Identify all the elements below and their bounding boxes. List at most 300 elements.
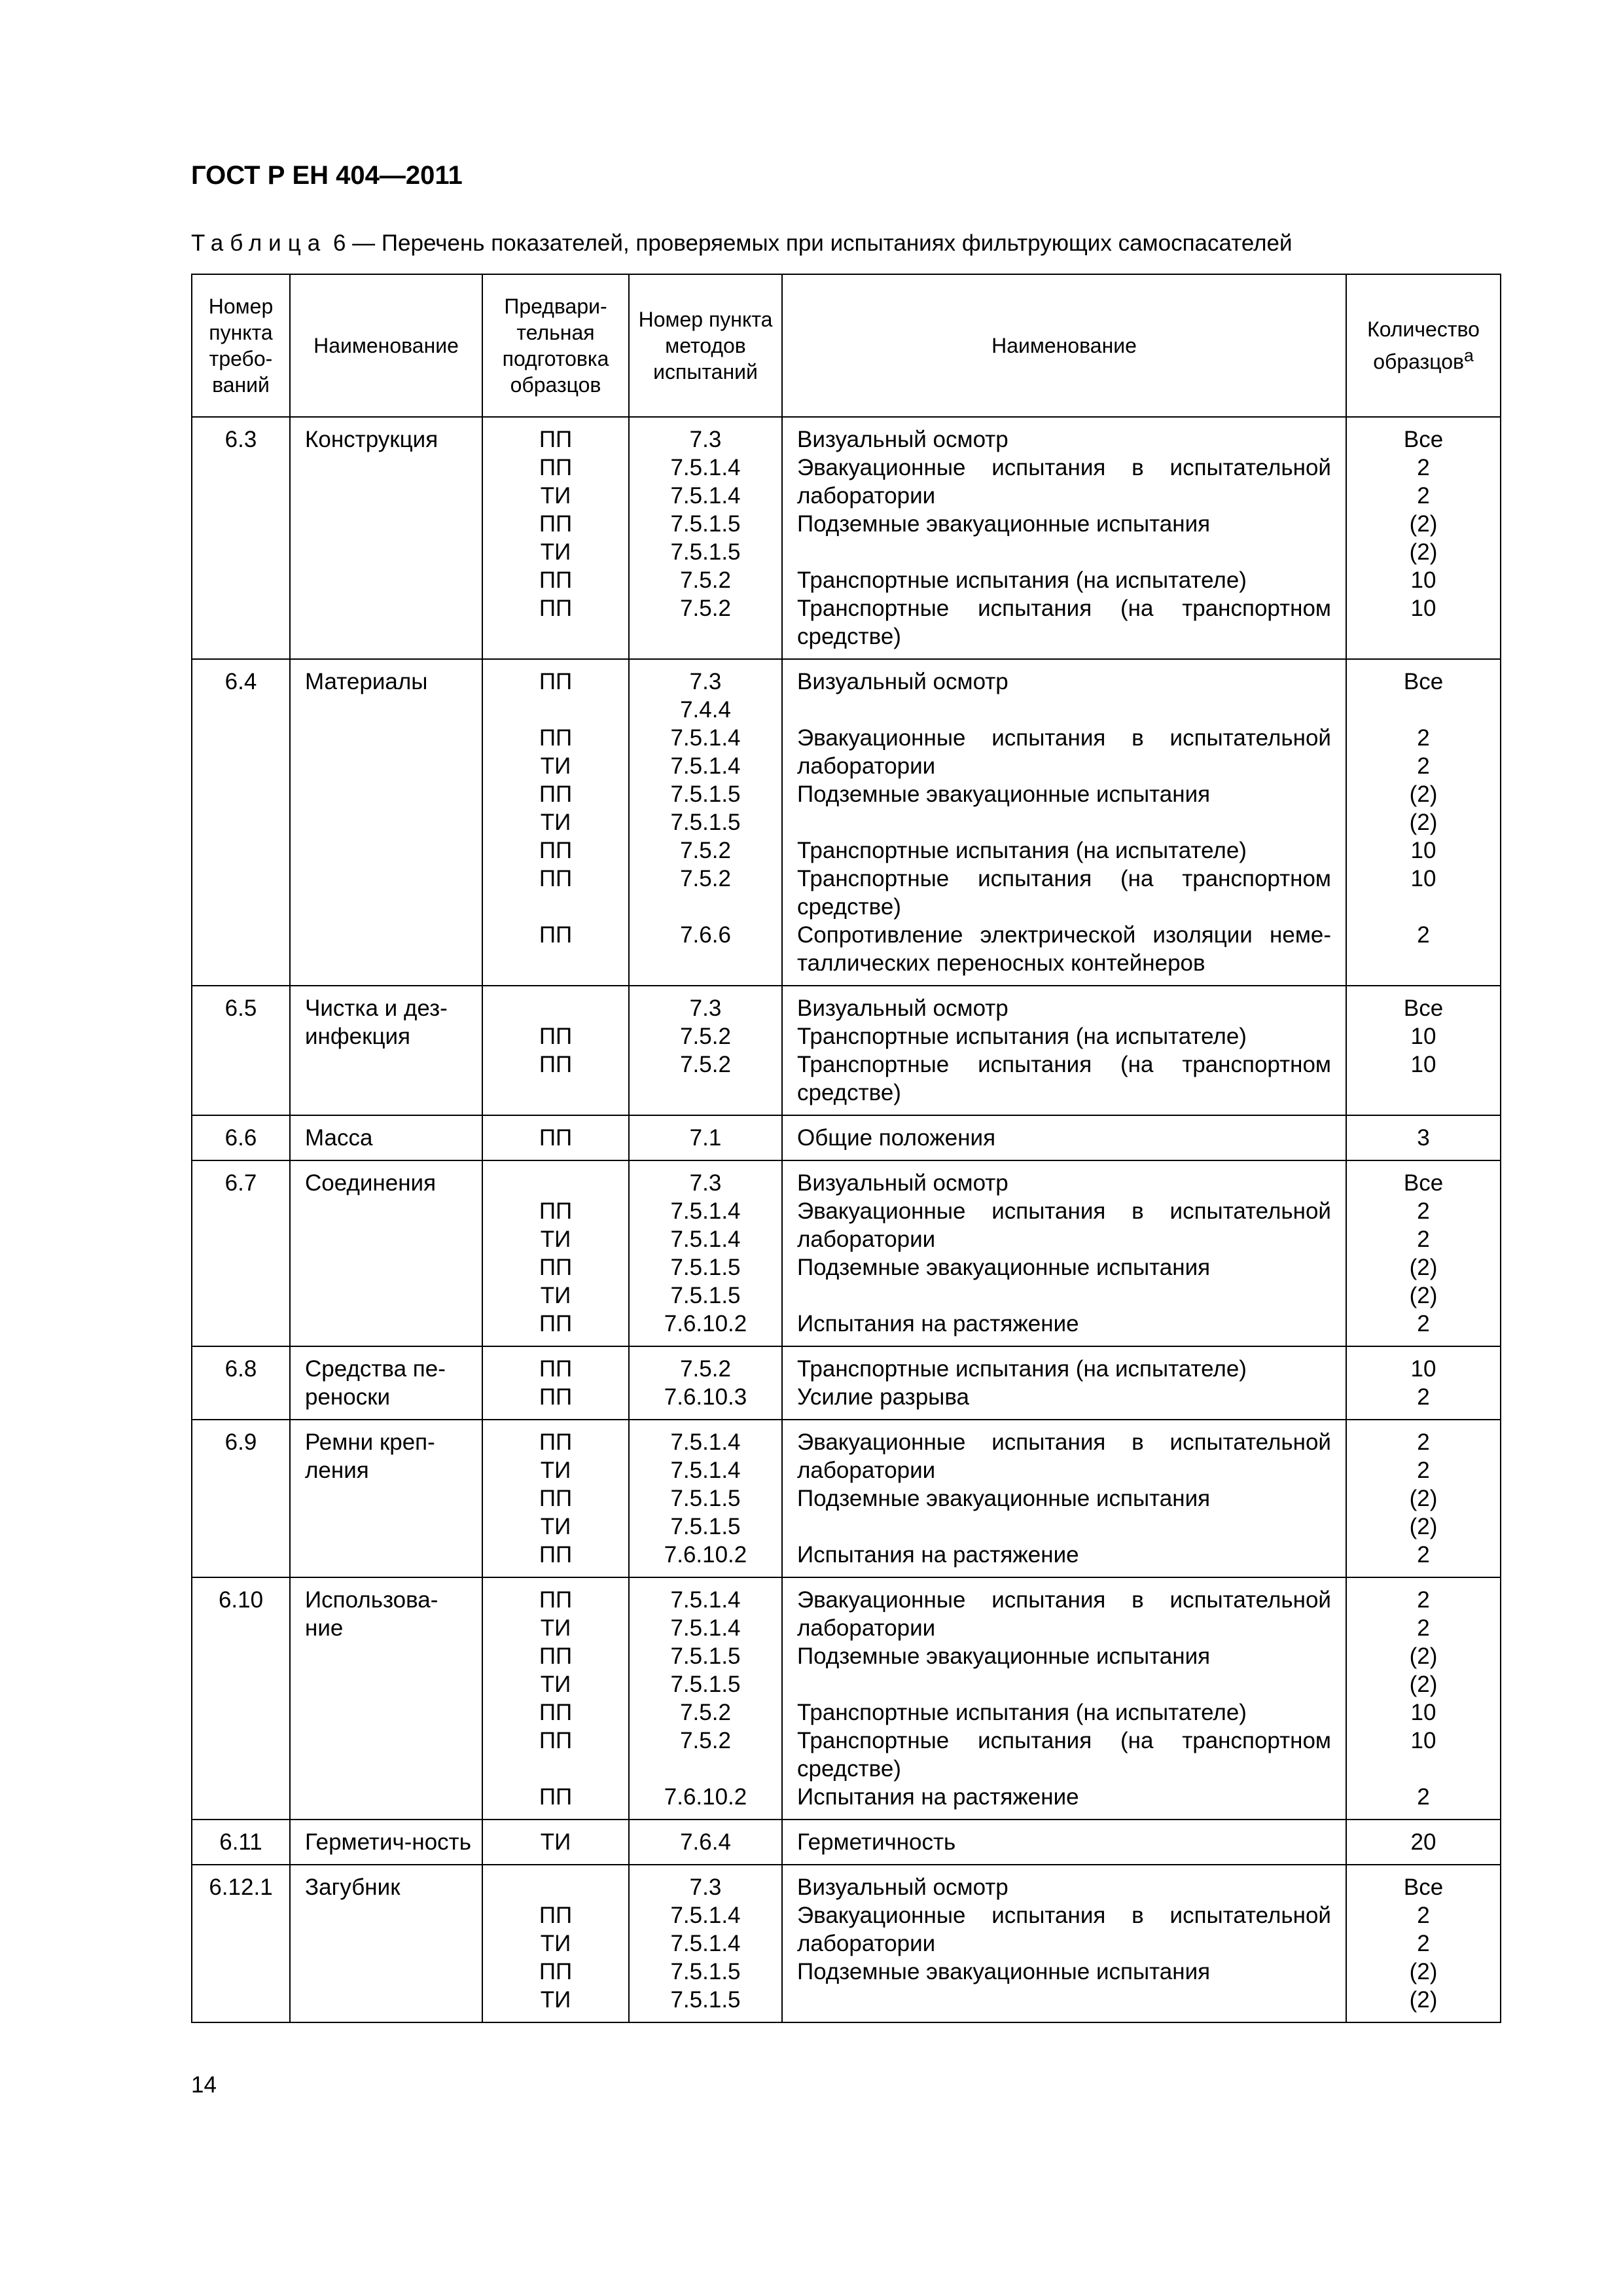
- sample-count: [1352, 696, 1495, 724]
- test-name: лаборатории: [797, 483, 936, 509]
- method-number: 7.5.1.4: [670, 725, 741, 751]
- test-name: средстве): [797, 624, 901, 649]
- method-number: 7.5.1.5: [670, 539, 741, 565]
- sample-count: 2: [1417, 1384, 1430, 1410]
- prep-cell: [482, 1577, 629, 1820]
- table-row: [192, 1160, 1501, 1346]
- method-number: 7.5.1.4: [670, 753, 741, 779]
- test-name: Визуальный осмотр: [797, 427, 1008, 452]
- method-number: 7.5.2: [680, 567, 731, 593]
- method-number: 7.3: [689, 996, 722, 1021]
- test-name-cell: [782, 1346, 1346, 1420]
- test-name-cell: [782, 1865, 1346, 2022]
- req-number-cell: [192, 659, 290, 986]
- req-name: Герметич-ность: [305, 1829, 471, 1855]
- col-header-req-no: Номер пункта требо-ваний: [192, 274, 290, 417]
- test-name: Подземные эвакуационные испытания: [797, 781, 1211, 807]
- method-number: 7.5.2: [680, 1024, 731, 1049]
- prep-value: ПП: [539, 1784, 573, 1810]
- prep-cell: [482, 1160, 629, 1346]
- prep-value: ПП: [539, 511, 573, 537]
- test-name: [797, 1670, 1331, 1698]
- test-name-cell: [782, 659, 1346, 986]
- sample-count: 2: [1417, 1429, 1430, 1455]
- sample-count: 2: [1417, 922, 1430, 948]
- prep-value: ПП: [539, 669, 573, 694]
- req-number-cell: [192, 986, 290, 1115]
- prep-value: [488, 1755, 623, 1783]
- sample-count: 2: [1417, 1311, 1430, 1336]
- prep-value: ТИ: [540, 539, 571, 565]
- qty-cell: [1346, 659, 1501, 986]
- method-number: 7.5.1.4: [670, 1931, 741, 1956]
- col-header-qty-text: Количество образцов: [1367, 317, 1480, 374]
- prep-value: ПП: [539, 838, 573, 863]
- sample-count: 2: [1417, 1198, 1430, 1224]
- method-number: 7.5.1.4: [670, 1227, 741, 1252]
- prep-value: ПП: [539, 1356, 573, 1382]
- test-name: лаборатории: [797, 1227, 936, 1252]
- prep-value: ПП: [539, 567, 573, 593]
- sample-count: Все: [1403, 1874, 1444, 1900]
- sample-count: (2): [1409, 1672, 1438, 1697]
- document-header: ГОСТ Р ЕН 404—2011: [191, 161, 463, 190]
- method-number: 7.3: [689, 427, 722, 452]
- req-number: 6.9: [224, 1429, 257, 1455]
- req-name: Загубник: [305, 1874, 401, 1900]
- prep-cell: [482, 1865, 629, 2022]
- table-body: [192, 417, 1501, 2022]
- qty-cell: [1346, 1865, 1501, 2022]
- test-name: Визуальный осмотр: [797, 1170, 1008, 1196]
- method-number: 7.1: [689, 1125, 722, 1151]
- prep-value: [488, 622, 623, 651]
- req-name-cell: [290, 1420, 482, 1577]
- test-name: Эвакуационные испытания в испытательной: [797, 455, 1331, 480]
- test-name: Транспортные испытания (на испытателе): [797, 1356, 1247, 1382]
- sample-count: [1352, 893, 1495, 921]
- method-number: 7.5.2: [680, 838, 731, 863]
- prep-value: ПП: [539, 1700, 573, 1725]
- prep-value: ТИ: [540, 810, 571, 835]
- method-number: 7.5.1.5: [670, 810, 741, 835]
- table-caption: [191, 230, 1293, 257]
- method-number: [635, 1755, 776, 1783]
- req-number-cell: [192, 1115, 290, 1160]
- req-name: Конструкция: [305, 427, 438, 452]
- prep-value: ПП: [539, 1125, 573, 1151]
- test-name: Транспортные испытания (на испытателе): [797, 1700, 1247, 1725]
- sample-count: 2: [1417, 1615, 1430, 1641]
- req-name-cell: [290, 1865, 482, 2022]
- sample-count: (2): [1409, 1486, 1438, 1511]
- test-name: Подземные эвакуационные испытания: [797, 1255, 1211, 1280]
- prep-cell: [482, 1115, 629, 1160]
- prep-value: ПП: [539, 1587, 573, 1613]
- method-number: 7.5.1.4: [670, 1615, 741, 1641]
- method-cell: [629, 986, 782, 1115]
- req-name-cell: [290, 1115, 482, 1160]
- req-name: Ремни креп-ления: [305, 1429, 435, 1483]
- req-number-cell: [192, 1160, 290, 1346]
- prep-value: ТИ: [540, 1458, 571, 1483]
- test-name: Транспортные испытания (на испытателе): [797, 1024, 1247, 1049]
- qty-cell: [1346, 1820, 1501, 1865]
- test-name: Эвакуационные испытания в испытательной: [797, 1198, 1331, 1224]
- req-name: Использова-ние: [305, 1587, 438, 1641]
- prep-cell: [482, 1420, 629, 1577]
- method-number: 7.5.1.5: [670, 1514, 741, 1539]
- test-name: Визуальный осмотр: [797, 996, 1008, 1021]
- prep-cell: [482, 659, 629, 986]
- qty-cell: [1346, 417, 1501, 659]
- sample-count: 10: [1410, 838, 1436, 863]
- prep-value: ПП: [539, 1643, 573, 1669]
- method-number: 7.5.1.5: [670, 511, 741, 537]
- test-name: Эвакуационные испытания в испытательной: [797, 1903, 1331, 1928]
- test-name: [797, 1986, 1331, 2014]
- sample-count: (2): [1409, 1987, 1438, 2013]
- method-number: [635, 622, 776, 651]
- col-header-prep: Предвари-тельная подготовка образцов: [482, 274, 629, 417]
- req-number-cell: [192, 1865, 290, 2022]
- table-row: [192, 986, 1501, 1115]
- req-number-cell: [192, 1820, 290, 1865]
- req-name-cell: [290, 659, 482, 986]
- req-number-cell: [192, 1420, 290, 1577]
- prep-value: ПП: [539, 1542, 573, 1568]
- table-caption-lead: Таблица: [191, 230, 327, 256]
- sample-count: (2): [1409, 1959, 1438, 1984]
- req-name: Материалы: [305, 669, 428, 694]
- col-header-qty: [1346, 274, 1501, 417]
- method-number: 7.5.2: [680, 596, 731, 621]
- prep-value: ТИ: [540, 1283, 571, 1308]
- test-name: Транспортные испытания (на транспортном: [797, 1728, 1331, 1753]
- prep-value: ПП: [539, 725, 573, 751]
- test-name: [797, 1282, 1331, 1310]
- sample-count: 10: [1410, 567, 1436, 593]
- sample-count: (2): [1409, 511, 1438, 537]
- test-name: лаборатории: [797, 1615, 936, 1641]
- method-number: 7.3: [689, 1170, 722, 1196]
- prep-value: ТИ: [540, 1672, 571, 1697]
- sample-count: (2): [1409, 539, 1438, 565]
- prep-value: ПП: [539, 1728, 573, 1753]
- test-name: [797, 696, 1331, 724]
- method-cell: [629, 1346, 782, 1420]
- qty-cell: [1346, 986, 1501, 1115]
- method-number: 7.5.1.5: [670, 1987, 741, 2013]
- sample-count: Все: [1403, 669, 1444, 694]
- test-name: [797, 1513, 1331, 1541]
- req-name-cell: [290, 1577, 482, 1820]
- sample-count: (2): [1409, 781, 1438, 807]
- sample-count: 2: [1417, 1542, 1430, 1568]
- sample-count: 2: [1417, 455, 1430, 480]
- test-name: Подземные эвакуационные испытания: [797, 511, 1211, 537]
- method-number: 7.5.2: [680, 1700, 731, 1725]
- test-name: Общие положения: [797, 1125, 996, 1151]
- sample-count: 2: [1417, 483, 1430, 509]
- method-number: 7.5.2: [680, 866, 731, 891]
- test-name: Транспортные испытания (на транспортном: [797, 866, 1331, 891]
- prep-value: ТИ: [540, 1227, 571, 1252]
- method-number: 7.5.2: [680, 1728, 731, 1753]
- method-number: 7.6.6: [680, 922, 731, 948]
- qty-cell: [1346, 1160, 1501, 1346]
- prep-value: [488, 1873, 623, 1901]
- req-name: Средства пе-реноски: [305, 1356, 446, 1410]
- req-number: 6.12.1: [209, 1874, 273, 1900]
- sample-count: 10: [1410, 1052, 1436, 1077]
- prep-value: ТИ: [540, 483, 571, 509]
- method-cell: [629, 1820, 782, 1865]
- test-name: таллических переносных контейнеров: [797, 950, 1205, 976]
- req-number: 6.7: [224, 1170, 257, 1196]
- test-name: Эвакуационные испытания в испытательной: [797, 725, 1331, 751]
- sample-count: 2: [1417, 1903, 1430, 1928]
- table-row: [192, 1115, 1501, 1160]
- prep-value: ПП: [539, 596, 573, 621]
- test-name: [797, 808, 1331, 836]
- method-number: 7.6.10.2: [664, 1784, 747, 1810]
- req-number: 6.8: [224, 1356, 257, 1382]
- sample-count: 3: [1417, 1125, 1430, 1151]
- method-number: [635, 949, 776, 977]
- method-number: 7.3: [689, 1874, 722, 1900]
- test-name: Усилие разрыва: [797, 1384, 969, 1410]
- test-name-cell: [782, 986, 1346, 1115]
- req-name-cell: [290, 1820, 482, 1865]
- test-name: Транспортные испытания (на испытателе): [797, 838, 1247, 863]
- test-name: Транспортные испытания (на транспортном: [797, 1052, 1331, 1077]
- method-number: 7.5.2: [680, 1052, 731, 1077]
- method-number: 7.6.10.2: [664, 1311, 747, 1336]
- prep-cell: [482, 1820, 629, 1865]
- method-number: 7.5.1.5: [670, 781, 741, 807]
- prep-value: ТИ: [540, 1514, 571, 1539]
- test-name: Визуальный осмотр: [797, 1874, 1008, 1900]
- test-name: Эвакуационные испытания в испытательной: [797, 1429, 1331, 1455]
- test-name: Герметичность: [797, 1829, 956, 1855]
- prep-value: ПП: [539, 922, 573, 948]
- prep-value: ТИ: [540, 1987, 571, 2013]
- method-number: 7.4.4: [680, 697, 731, 723]
- method-number: 7.5.1.5: [670, 1255, 741, 1280]
- method-number: 7.5.1.4: [670, 1903, 741, 1928]
- test-name: Эвакуационные испытания в испытательной: [797, 1587, 1331, 1613]
- sample-count: Все: [1403, 996, 1444, 1021]
- method-number: 7.5.1.4: [670, 455, 741, 480]
- req-number: 6.4: [224, 669, 257, 694]
- sample-count: 2: [1417, 1587, 1430, 1613]
- test-name: Транспортные испытания (на испытателе): [797, 567, 1247, 593]
- test-name-cell: [782, 1577, 1346, 1820]
- prep-value: ПП: [539, 1486, 573, 1511]
- prep-value: ТИ: [540, 1931, 571, 1956]
- test-name: лаборатории: [797, 753, 936, 779]
- method-number: 7.5.1.4: [670, 1198, 741, 1224]
- method-cell: [629, 659, 782, 986]
- method-number: 7.6.10.3: [664, 1384, 747, 1410]
- sample-count: 2: [1417, 1931, 1430, 1956]
- method-number: 7.5.1.4: [670, 1429, 741, 1455]
- table-row: [192, 1346, 1501, 1420]
- req-number: 6.6: [224, 1125, 257, 1151]
- test-name: Подземные эвакуационные испытания: [797, 1643, 1211, 1669]
- sample-count: 2: [1417, 753, 1430, 779]
- prep-value: ПП: [539, 1429, 573, 1455]
- test-name: средстве): [797, 894, 901, 920]
- prep-value: ПП: [539, 1903, 573, 1928]
- test-name: средстве): [797, 1756, 901, 1782]
- sample-count: 10: [1410, 1700, 1436, 1725]
- prep-value: ПП: [539, 455, 573, 480]
- method-number: 7.3: [689, 669, 722, 694]
- prep-value: ПП: [539, 1311, 573, 1336]
- req-name-cell: [290, 1160, 482, 1346]
- req-name: Масса: [305, 1125, 373, 1151]
- method-cell: [629, 1865, 782, 2022]
- prep-value: ПП: [539, 1052, 573, 1077]
- test-name-cell: [782, 417, 1346, 659]
- prep-cell: [482, 417, 629, 659]
- sample-count: 20: [1410, 1829, 1436, 1855]
- req-name-cell: [290, 986, 482, 1115]
- method-number: 7.5.1.5: [670, 1643, 741, 1669]
- table-row: [192, 1577, 1501, 1820]
- prep-value: ПП: [539, 1024, 573, 1049]
- req-name: Чистка и дез-инфекция: [305, 996, 448, 1049]
- method-cell: [629, 1420, 782, 1577]
- sample-count: Все: [1403, 427, 1444, 452]
- req-number-cell: [192, 1346, 290, 1420]
- requirements-table: [191, 274, 1501, 2023]
- method-number: [635, 893, 776, 921]
- method-number: 7.5.1.5: [670, 1672, 741, 1697]
- sample-count: 2: [1417, 725, 1430, 751]
- qty-cell: [1346, 1346, 1501, 1420]
- prep-value: ПП: [539, 1198, 573, 1224]
- prep-value: [488, 696, 623, 724]
- prep-value: [488, 1079, 623, 1107]
- sample-count: Все: [1403, 1170, 1444, 1196]
- test-name: Подземные эвакуационные испытания: [797, 1486, 1211, 1511]
- method-number: 7.5.2: [680, 1356, 731, 1382]
- prep-value: ТИ: [540, 1829, 571, 1855]
- prep-value: [488, 1169, 623, 1197]
- test-name-cell: [782, 1160, 1346, 1346]
- table-caption-text: 6 — Перечень показателей, проверяемых при испытаниях фильтрующих самоспасателей: [327, 230, 1293, 256]
- test-name: Подземные эвакуационные испытания: [797, 1959, 1211, 1984]
- qty-cell: [1346, 1577, 1501, 1820]
- prep-value: ПП: [539, 427, 573, 452]
- table-row: [192, 417, 1501, 659]
- prep-value: ПП: [539, 866, 573, 891]
- req-name-cell: [290, 417, 482, 659]
- method-number: 7.5.1.5: [670, 1959, 741, 1984]
- sample-count: 10: [1410, 596, 1436, 621]
- table-row: [192, 1420, 1501, 1577]
- prep-value: ПП: [539, 1959, 573, 1984]
- req-name-cell: [290, 1346, 482, 1420]
- sample-count: [1352, 1079, 1495, 1107]
- test-name: [797, 538, 1331, 566]
- prep-value: ТИ: [540, 753, 571, 779]
- req-number-cell: [192, 417, 290, 659]
- prep-value: [488, 949, 623, 977]
- sample-count: 10: [1410, 1728, 1436, 1753]
- method-cell: [629, 1160, 782, 1346]
- req-number: 6.5: [224, 996, 257, 1021]
- method-number: 7.6.10.2: [664, 1542, 747, 1568]
- req-number-cell: [192, 1577, 290, 1820]
- test-name-cell: [782, 1420, 1346, 1577]
- sample-count: (2): [1409, 1283, 1438, 1308]
- sample-count: 10: [1410, 1024, 1436, 1049]
- method-number: 7.5.1.4: [670, 483, 741, 509]
- method-number: 7.5.1.4: [670, 1587, 741, 1613]
- test-name: Сопротивление электрической изоляции неме-: [797, 922, 1331, 948]
- qty-cell: [1346, 1420, 1501, 1577]
- method-cell: [629, 417, 782, 659]
- prep-value: ПП: [539, 1255, 573, 1280]
- sample-count: [1352, 1755, 1495, 1783]
- sample-count: 2: [1417, 1227, 1430, 1252]
- col-header-method-no: Номер пункта методов испытаний: [629, 274, 782, 417]
- sample-count: [1352, 949, 1495, 977]
- sample-count: (2): [1409, 1514, 1438, 1539]
- test-name: Испытания на растяжение: [797, 1784, 1079, 1810]
- req-number: 6.11: [219, 1829, 262, 1855]
- sample-count: 2: [1417, 1458, 1430, 1483]
- test-name: лаборатории: [797, 1931, 936, 1956]
- method-number: 7.5.1.5: [670, 1283, 741, 1308]
- method-number: 7.5.1.5: [670, 1486, 741, 1511]
- req-number: 6.10: [218, 1587, 264, 1613]
- test-name: лаборатории: [797, 1458, 936, 1483]
- test-name-cell: [782, 1820, 1346, 1865]
- table-row: [192, 1865, 1501, 2022]
- prep-value: ПП: [539, 1384, 573, 1410]
- col-header-qty-footnote: a: [1463, 346, 1474, 366]
- method-number: 7.6.4: [680, 1829, 731, 1855]
- col-header-test-name: Наименование: [782, 274, 1346, 417]
- test-name: Визуальный осмотр: [797, 669, 1008, 694]
- sample-count: [1352, 622, 1495, 651]
- sample-count: 10: [1410, 866, 1436, 891]
- sample-count: (2): [1409, 810, 1438, 835]
- sample-count: 2: [1417, 1784, 1430, 1810]
- method-number: 7.5.1.4: [670, 1458, 741, 1483]
- sample-count: 10: [1410, 1356, 1436, 1382]
- prep-cell: [482, 986, 629, 1115]
- table-header-row: [192, 274, 1501, 417]
- col-header-name: Наименование: [290, 274, 482, 417]
- page-number: 14: [191, 2072, 217, 2098]
- prep-value: [488, 893, 623, 921]
- table-row: [192, 1820, 1501, 1865]
- test-name: Испытания на растяжение: [797, 1311, 1079, 1336]
- prep-value: ПП: [539, 781, 573, 807]
- req-name: Соединения: [305, 1170, 437, 1196]
- test-name: Транспортные испытания (на транспортном: [797, 596, 1331, 621]
- method-cell: [629, 1115, 782, 1160]
- test-name: средстве): [797, 1080, 901, 1105]
- qty-cell: [1346, 1115, 1501, 1160]
- sample-count: (2): [1409, 1643, 1438, 1669]
